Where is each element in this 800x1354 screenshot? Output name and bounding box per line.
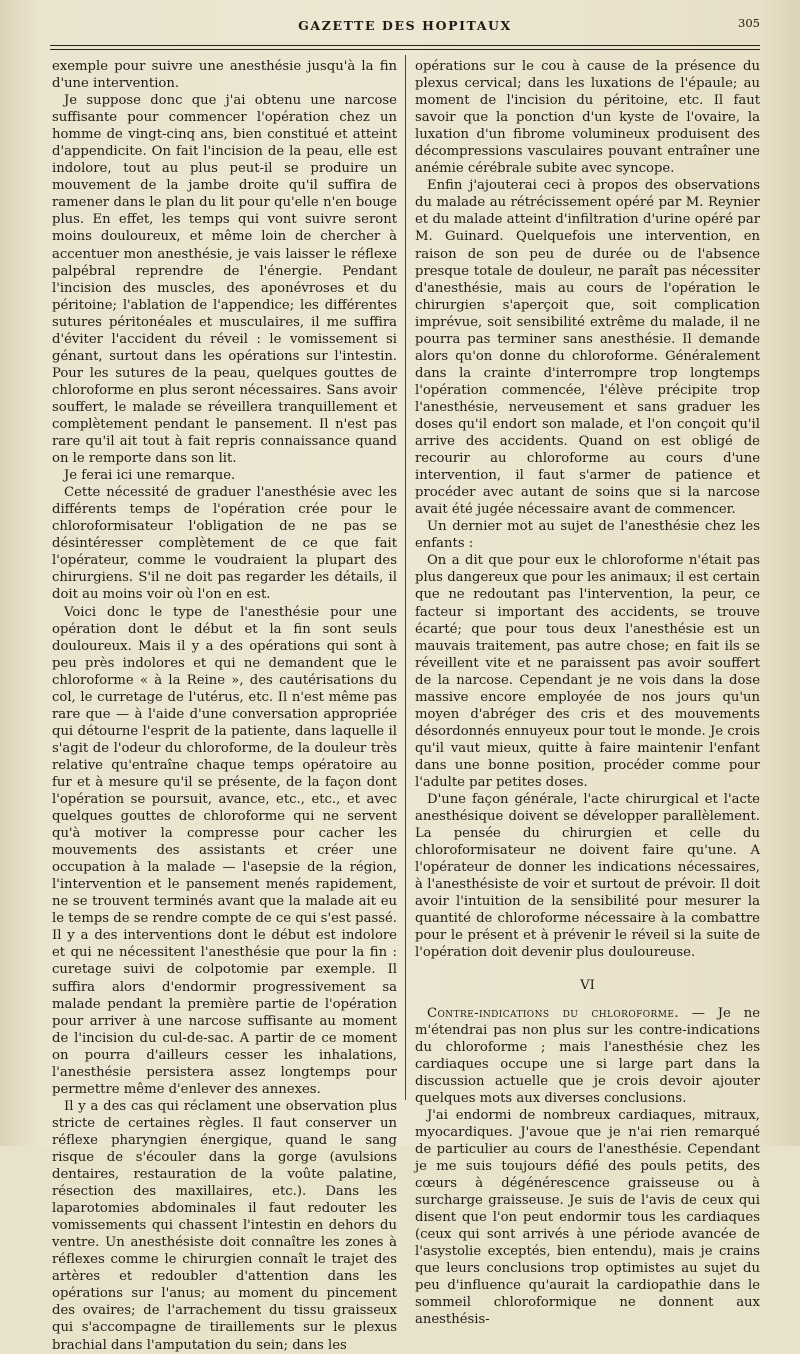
column-divider (405, 55, 406, 1100)
page-number: 305 (738, 16, 760, 30)
paragraph: Il y a des cas qui réclament une observation plus stricte de certaines règles. Il faut conserver un réflexe pharyngien énergique, quand le sang risque de s'écouler dans la gorge (avulsions dentaires, restauration de la voûte palatine, résection des maxillaires, etc.). Dans les laparotomies abdominales il faut redouter les vomissements qui chassent l'intestin en dehors du ventre. Un anesthésiste doit connaître les zones à réflexes comme le chirurgien connaît le trajet des artères et redoubler d'attention dans les opérations sur l'anus; au moment du pincement des ovaires; de l'arrachement du tissu graisseux qui s'accompagne de tiraillements sur le plexus brachial dans l'amputation du sein; dans les (52, 1098, 397, 1353)
paragraph: Cette nécessité de graduer l'anesthésie avec les différents temps de l'opération crée pour le chloroformisateur l'obligation de ne pas se désintéresser complètement de ce que fait l'opérateur, comme le voudraient la plupart des chirurgiens. S'il ne doit pas regarder les détails, il doit au moins voir où l'on en est. (52, 485, 397, 603)
paragraph: D'une façon générale, l'acte chirurgical et l'acte anesthésique doivent se développer parallèlement. La pensée du chirurgien et celle du chloroformisateur ne doivent faire qu'une. A l'opérateur de donner les indications nécessaires, à l'anesthésiste de voir et surtout de prévoir. Il doit avoir l'intuition de la sensibilité pour mesurer la quantité de chloroforme nécessaire à la combattre pour le présent et à prévenir le réveil si la suite de l'opération doit devenir plus douloureuse. (415, 792, 760, 961)
header-rule-thin (50, 49, 760, 50)
paragraph: Je ferai ici une remarque. (64, 468, 236, 484)
journal-title: GAZETTE DES HOPITAUX (298, 18, 512, 33)
section-lead-paragraph (415, 1005, 760, 1107)
header-rule (50, 45, 760, 46)
section-lead-text: — Je ne m'étendrai pas non plus sur les contre-indications du chloroforme ; mais l'anesthésie chez les cardiaques occupe une si large part dans la discussion actuelle que je crois devoir ajouter quelques mots aux diverses conclusions. (415, 1005, 760, 1106)
page-header (50, 14, 760, 38)
section-lead-title: Contre-indications du chloroforme. (427, 1005, 679, 1021)
paragraph: Enfin j'ajouterai ceci à propos des observations du malade au rétrécissement opéré par M. Reynier et du malade atteint d'infiltration d'urine opéré par M. Guinard. Quelquefois une intervention, en raison de son peu de durée ou de l'absence presque totale de douleur, ne paraît pas nécessiter d'anesthésie, mais au cours de l'opération le chirurgien s'aperçoit que, soit complication imprévue, soit sensibilité extrême du malade, il ne pourra pas terminer sans anesthésie. Il demande alors qu'on donne du chloroforme. Généralement dans la crainte d'interrompre trop longtemps l'opération commencée, l'élève précipite trop l'anesthésie, nerveusement et sans graduer les doses qu'il endort son malade, et l'on conçoit qu'il arrive des accidents. Quand on est obligé de recourir au chloroforme au cours d'une intervention, il faut s'armer de patience et procéder avec autant de soins que si la narcose avait été jugée nécessaire avant de commencer. (415, 178, 760, 518)
paragraph: Voici donc le type de l'anesthésie pour une opération dont le début et la fin sont seuls douloureux. Mais il y a des opérations qui sont à peu près indolores et qui ne demandent que le chloroforme « à la Reine », des cautérisations du col, le curretage de l'utérus, etc. Il n'est même pas rare que — à l'aide d'une conversation appropriée qui détourne l'esprit de la patiente, dans laquelle il s'agit de l'odeur du chloroforme, de la douleur très relative qu'entraîne chaque temps opératoire au fur et à mesure qu'il se présente, de la façon dont l'opération se poursuit, avance, etc., etc., et avec quelques gouttes de chloroforme qui ne servent qu'à motiver la compresse pour cacher les mouvements des assistants et créer une occupation à la malade — l'asepsie de la région, l'intervention et le pansement menés rapidement, ne se trouvent terminés avant que la malade ait eu le temps de se rendre compte de ce qui s'est passé. Il y a des interventions dont le début est indolore et qui ne nécessitent l'anesthésie que pour la fin : curetage suivi de colpotomie par exemple. Il suffira alors d'endormir progressivement sa malade pendant la première partie de l'opération pour arriver à une narcose suffisante au moment de l'incision du cul-de-sac. A partir de ce moment on pourra d'ailleurs cesser les inhalations, l'anesthésie persistera assez longtemps pour permettre même d'enlever des annexes. (52, 604, 397, 1097)
right-column (415, 58, 760, 1328)
section-heading: VI (580, 978, 595, 994)
paragraph: Je suppose donc que j'ai obtenu une narcose suffisante pour commencer l'opération chez un homme de vingt-cinq ans, bien constitué et atteint d'appendicite. On fait l'incision de la peau, elle est indolore, tout au plus peut-il se produire un mouvement de la jambe droite qu'il suffira de ramener dans le plan du lit pour qu'elle n'en bouge plus. En effet, les temps qui vont suivre seront moins douloureux, et même loin de chercher à accentuer mon anesthésie, je vais laisser le réflexe palpébral reprendre de l'énergie. Pendant l'incision des muscles, des aponévroses et du péritoine; l'ablation de l'appendice; les différentes sutures péritonéales et musculaires, il me suffira d'éviter l'accident du réveil : le vomissement si génant, surtout dans les opérations sur l'intestin. Pour les sutures de la peau, quelques gouttes de chloroforme en plus seront nécessaires. Sans avoir souffert, le malade se réveillera tranquillement et complètement pendant le pansement. Il n'est pas rare qu'il ait tout à fait repris connaissance quand on le remporte dans son lit. (52, 93, 397, 467)
paragraph: Un dernier mot au sujet de l'anesthésie chez les enfants : (415, 519, 760, 552)
paragraph: exemple pour suivre une anesthésie jusqu'à la fin d'une intervention. (52, 59, 397, 92)
paragraph: On a dit que pour eux le chloroforme n'était pas plus dangereux que pour les animaux; il est certain que ne redoutant pas l'intervention, la peur, ce facteur si important des accidents, se trouve écarté; que pour tous deux l'anesthésie est un mauvais traitement, pas autre chose; en fait ils se réveillent vite et ne paraissent pas avoir souffert de la narcose. Cependant je ne vois dans la dose massive encore employée de nos jours qu'un moyen d'abréger des cris et des mouvements désordonnés ennuyeux pour tout le monde. Je crois qu'il vaut mieux, quitte à faire maintenir l'enfant dans une bonne position, procéder comme pour l'adulte par petites doses. (415, 553, 760, 790)
paragraph: opérations sur le cou à cause de la présence du plexus cervical; dans les luxations de l'épaule; au moment de l'incision du péritoine, etc. Il faut savoir que la ponction d'un kyste de l'ovaire, la luxation d'un fibrome volumineux produisent des décompressions vasculaires pouvant entraîner une anémie cérébrale subite avec syncope. (415, 59, 760, 177)
paragraph: J'ai endormi de nombreux cardiaques, mitraux, myocardiques. J'avoue que je n'ai rien remarqué de particulier au cours de l'anesthésie. Cependant je me suis toujours défié des pouls petits, des cœurs à dégénérescence graisseuse ou à surcharge graisseuse. Je suis de l'avis de ceux qui disent que l'on peut endormir tous les cardiaques (ceux qui sont arrivés à une période avancée de l'asystolie exceptés, bien entendu), mais je crains que leurs conclusions trop optimistes au sujet du peu d'influence qu'aurait la cardiopathie dans le sommeil chloroformique ne donnent aux anesthésis- (415, 1107, 760, 1328)
left-column (52, 58, 397, 1354)
